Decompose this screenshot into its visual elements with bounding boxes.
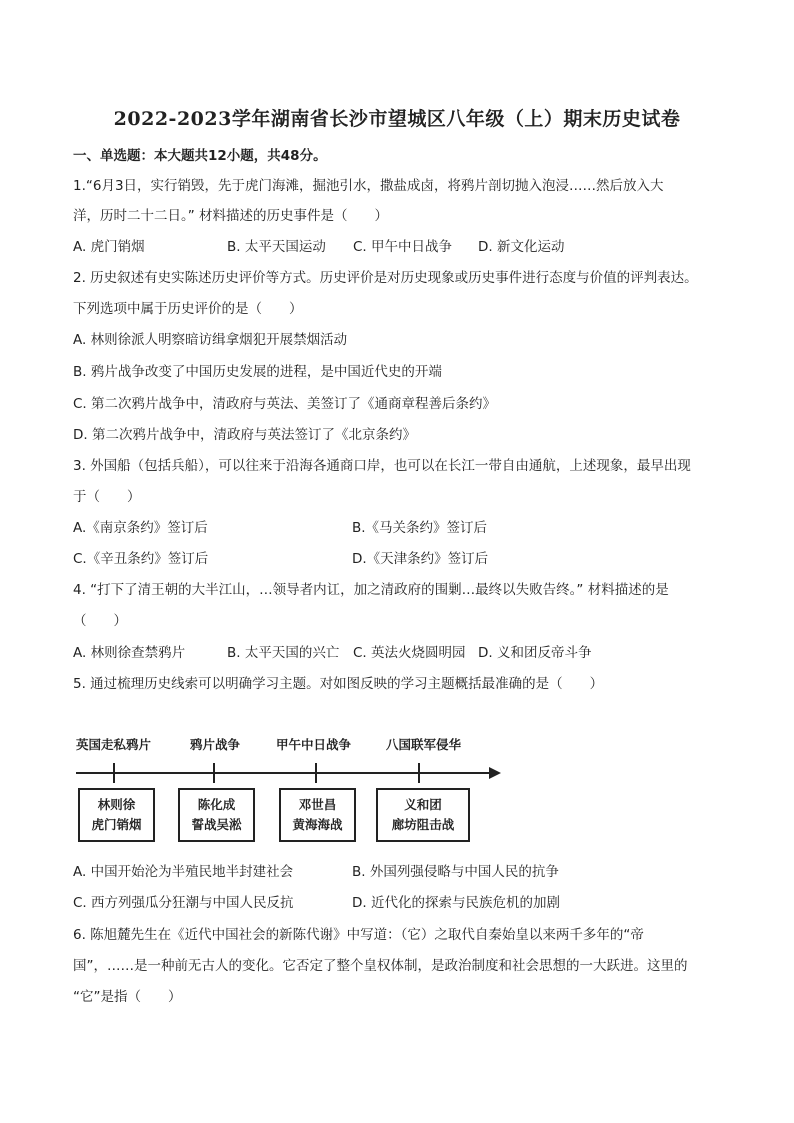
question-5-option-b: B. 外国列强侵略与中国人民的抗争 — [352, 864, 559, 880]
question-5-option-a: A. 中国开始沦为半殖民地半封建社会 — [73, 864, 294, 880]
timeline-label: 甲午中日战争 — [276, 737, 352, 752]
question-1-text-cont: 洋，历时二十二日。” 材料描述的历史事件是（ ） — [73, 208, 389, 224]
question-3-option-c: C.《辛丑条约》签订后 — [73, 551, 209, 567]
timeline-diagram — [72, 735, 512, 845]
event-box-line: 林则徐 — [97, 797, 136, 812]
question-2-option-d: D. 第二次鸦片战争中，清政府与英法签订了《北京条约》 — [73, 427, 416, 443]
timeline-event-box — [178, 788, 255, 842]
section-heading: 一、单选题：本大题共12小题，共48分。 — [73, 148, 327, 164]
question-4-option-b: B. 太平天国的兴亡 — [227, 645, 340, 661]
question-4-option-c: C. 英法火烧圆明园 — [353, 645, 466, 661]
question-2-text-cont: 下列选项中属于历史评价的是（ ） — [73, 301, 303, 317]
question-6-text: 6. 陈旭麓先生在《近代中国社会的新陈代谢》中写道：（它）之取代自秦始皇以来两千多年的“帝 — [73, 927, 644, 943]
timeline-axis — [76, 772, 494, 774]
question-3-option-b: B.《马关条约》签订后 — [352, 520, 488, 536]
question-3-text-cont: 于（ ） — [73, 489, 141, 505]
question-1-option-b: B. 太平天国运动 — [227, 239, 326, 255]
timeline-event-box — [78, 788, 155, 842]
question-3-text: 3. 外国船（包括兵船），可以往来于沿海各通商口岸，也可以在长江一带自由通航，上述现象，最早出现 — [73, 458, 691, 474]
question-1-option-a: A. 虎门销烟 — [73, 239, 145, 255]
question-2-option-a: A. 林则徐派人明察暗访缉拿烟犯开展禁烟活动 — [73, 332, 348, 348]
question-2-option-c: C. 第二次鸦片战争中，清政府与英法、美签订了《通商章程善后条约》 — [73, 396, 497, 412]
timeline-label: 英国走私鸦片 — [76, 737, 152, 752]
question-4-text: 4. “打下了清王朝的大半江山，…领导者内讧，加之清政府的围剿…最终以失败告终。” 材料描述的是 — [73, 582, 669, 598]
question-2-option-b: B. 鸦片战争改变了中国历史发展的进程，是中国近代史的开端 — [73, 364, 442, 380]
question-1-option-c: C. 甲午中日战争 — [353, 239, 453, 255]
event-box-line: 黄海海战 — [292, 817, 343, 832]
timeline-tick — [315, 763, 317, 783]
timeline-event-box — [376, 788, 470, 842]
question-5-option-c: C. 西方列强瓜分狂潮与中国人民反抗 — [73, 895, 294, 911]
question-3-option-d: D.《天津条约》签订后 — [352, 551, 489, 567]
question-2-text: 2. 历史叙述有史实陈述历史评价等方式。历史评价是对历史现象或历史事件进行态度与价值的评判表达。 — [73, 270, 698, 286]
question-6-text-cont: “它”是指（ ） — [73, 989, 182, 1005]
question-4-option-d: D. 义和团反帝斗争 — [478, 645, 592, 661]
question-3-option-a: A.《南京条约》签订后 — [73, 520, 208, 536]
question-1-text: 1.“6月3日，实行销毁，先于虎门海滩，掘池引水，撒盐成卤，将鸦片剖切抛入泡浸……然后放入大 — [73, 178, 664, 194]
timeline-label: 鸦片战争 — [190, 737, 241, 752]
timeline-arrowhead — [489, 767, 501, 779]
event-box-line: 廊坊阻击战 — [391, 817, 455, 832]
page-title: 2022-2023学年湖南省长沙市望城区八年级（上）期末历史试卷 — [113, 108, 681, 130]
event-box-line: 虎门销烟 — [91, 817, 142, 832]
event-box-line: 誓战吴淞 — [191, 817, 242, 832]
timeline-tick — [213, 763, 215, 783]
question-5-text: 5. 通过梳理历史线索可以明确学习主题。对如图反映的学习主题概括最准确的是（ ） — [73, 676, 604, 692]
timeline-event-box — [279, 788, 356, 842]
question-5-option-d: D. 近代化的探索与民族危机的加剧 — [352, 895, 560, 911]
timeline-tick — [113, 763, 115, 783]
question-1-option-d: D. 新文化运动 — [478, 239, 565, 255]
question-6-text-cont: 国”，……是一种前无古人的变化。它否定了整个皇权体制，是政治制度和社会思想的一大跃进。这里的 — [73, 958, 688, 974]
question-4-option-a: A. 林则徐查禁鸦片 — [73, 645, 186, 661]
event-box-line: 邓世昌 — [298, 797, 337, 812]
event-box-line: 陈化成 — [197, 797, 236, 812]
question-4-text-cont: （ ） — [73, 613, 127, 629]
timeline-label: 八国联军侵华 — [386, 737, 462, 752]
event-box-line: 义和团 — [404, 797, 442, 812]
timeline-tick — [418, 763, 420, 783]
